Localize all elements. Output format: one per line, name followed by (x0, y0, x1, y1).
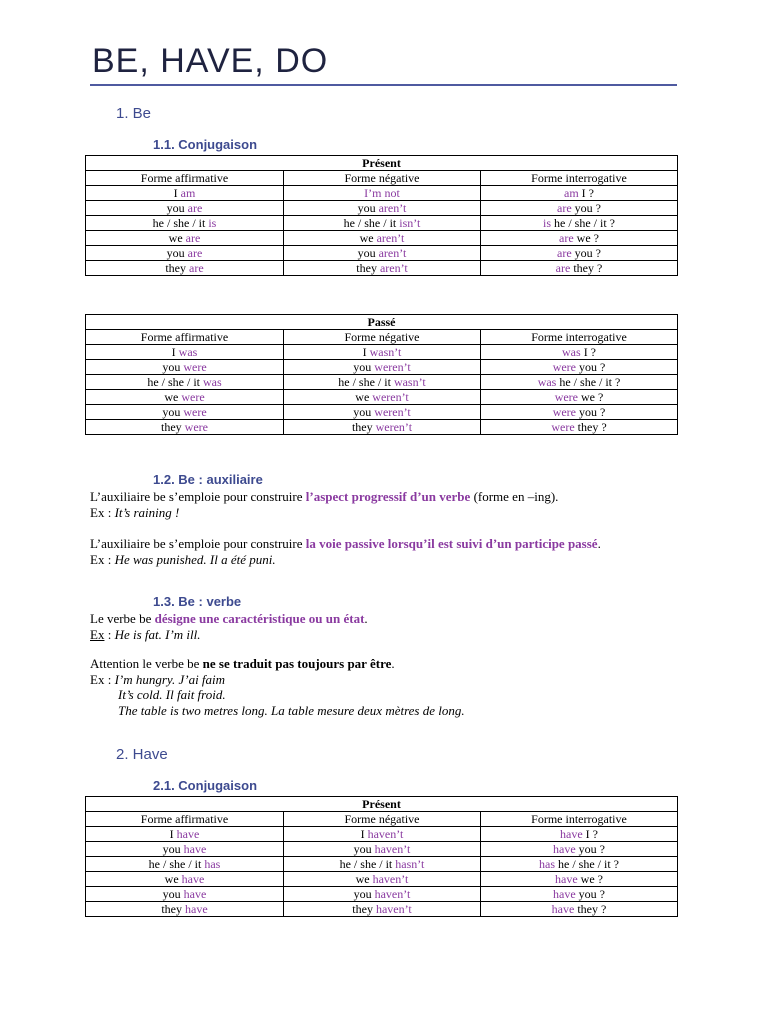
trailing-text: we ? (578, 390, 604, 404)
table-row (86, 390, 678, 405)
table-caption: Présent (86, 156, 678, 171)
subject-text: I (362, 345, 370, 359)
table-row (86, 827, 678, 842)
table-row (86, 261, 678, 276)
table-row (86, 231, 678, 246)
verbe-example-2-line-3: The table is two metres long. La table mesure deux mètres de long. (118, 703, 465, 718)
cell-negative (284, 420, 481, 435)
trailing-text: you ? (576, 405, 606, 419)
subject-text: they (351, 420, 376, 434)
example-label: Ex : (90, 552, 115, 567)
cell-affirmative (86, 231, 284, 246)
column-header-interrogative: Forme interrogative (481, 171, 678, 186)
trailing-text: he / she / it ? (555, 857, 619, 871)
column-header-negative: Forme négative (284, 171, 481, 186)
subject-text: I (360, 827, 368, 841)
verb-form: have (181, 872, 205, 886)
subject-text: they (161, 902, 185, 916)
verb-form: are (189, 261, 204, 275)
auxiliaire-example-2 (90, 552, 276, 568)
table-header-row (86, 812, 678, 827)
cell-negative (284, 902, 481, 917)
verb-form: aren’t (378, 201, 407, 215)
cell-negative (284, 827, 481, 842)
table-caption-row (86, 156, 678, 171)
cell-negative (284, 857, 481, 872)
section-heading-be: 1. Be (116, 105, 152, 122)
cell-negative (284, 360, 481, 375)
cell-affirmative (86, 216, 284, 231)
verbe-paragraph-2 (90, 656, 395, 672)
table-header-row (86, 330, 678, 345)
verbe-p1-highlight: désigne une caractéristique ou un état (154, 611, 365, 626)
column-header-interrogative: Forme interrogative (481, 812, 678, 827)
subject-text: they (356, 261, 380, 275)
cell-interrogative (481, 405, 678, 420)
verb-form: have (551, 902, 575, 916)
subject-text: we (164, 872, 182, 886)
verbe-p1-tail: . (364, 611, 368, 626)
verb-form: was (537, 375, 557, 389)
verb-form: was (562, 345, 581, 359)
verb-form: are (187, 246, 203, 260)
table-row (86, 872, 678, 887)
cell-affirmative (86, 390, 284, 405)
verbe-example-2 (90, 672, 225, 688)
cell-negative (284, 186, 481, 201)
cell-affirmative (86, 887, 284, 902)
example-label: Ex (90, 627, 105, 642)
cell-negative (284, 345, 481, 360)
verb-form: has (539, 857, 555, 871)
table-row (86, 842, 678, 857)
subsection-heading-have-conjugaison: 2.1. Conjugaison (153, 778, 258, 793)
cell-affirmative (86, 186, 284, 201)
auxiliaire-p1-highlight: l’aspect progressif d’un verbe (305, 489, 471, 504)
title-underline (90, 84, 677, 86)
subsection-heading-be-auxiliaire: 1.2. Be : auxiliaire (153, 472, 263, 487)
verb-form: was (203, 375, 222, 389)
verb-form: are (557, 246, 572, 260)
auxiliaire-p2-text: L’auxiliaire be s’emploie pour construire (90, 536, 306, 551)
column-header-negative: Forme négative (284, 330, 481, 345)
trailing-text: you ? (576, 360, 606, 374)
verb-form: were (184, 420, 208, 434)
subject-text: you (162, 842, 184, 856)
verb-form: weren’t (375, 420, 413, 434)
trailing-text: he / she / it ? (556, 375, 621, 389)
verb-form: have (176, 827, 200, 841)
subject-text: you (357, 246, 379, 260)
cell-interrogative (481, 345, 678, 360)
verb-form: are (557, 201, 572, 215)
verb-form: weren’t (372, 390, 409, 404)
cell-affirmative (86, 261, 284, 276)
subject-text: you (166, 201, 188, 215)
subject-text: you (353, 887, 375, 901)
verbe-p1-text: Le verbe be (90, 611, 155, 626)
subject-text: he / she / it (152, 216, 209, 230)
verb-form: haven’t (375, 902, 412, 916)
verb-form: I’m not (364, 186, 400, 200)
verb-form: am (180, 186, 196, 200)
cell-interrogative (481, 420, 678, 435)
cell-interrogative (481, 186, 678, 201)
cell-affirmative (86, 375, 284, 390)
verb-form: are (555, 261, 571, 275)
verbe-p2-tail: . (391, 656, 395, 671)
cell-affirmative (86, 420, 284, 435)
table-row (86, 360, 678, 375)
verb-form: is (543, 216, 552, 230)
trailing-text: you ? (575, 887, 605, 901)
column-header-interrogative: Forme interrogative (481, 330, 678, 345)
verb-form: were (552, 360, 577, 374)
cell-interrogative (481, 857, 678, 872)
trailing-text: we ? (577, 872, 603, 886)
trailing-text: I ? (578, 186, 594, 200)
auxiliaire-p2-tail: . (597, 536, 601, 551)
cell-interrogative (481, 902, 678, 917)
cell-interrogative (481, 216, 678, 231)
verb-form: have (185, 902, 208, 916)
subject-text: you (162, 887, 184, 901)
example-label: Ex : (90, 505, 115, 520)
verb-form: haven’t (367, 827, 404, 841)
table-row (86, 375, 678, 390)
verb-form: were (183, 360, 207, 374)
subject-text: you (353, 405, 375, 419)
table-caption: Passé (86, 315, 678, 330)
verb-form: haven’t (374, 887, 411, 901)
cell-affirmative (86, 857, 284, 872)
cell-negative (284, 405, 481, 420)
cell-negative (284, 375, 481, 390)
example-colon: : (104, 627, 115, 642)
subsection-heading-be-conjugaison: 1.1. Conjugaison (153, 137, 258, 152)
table-be-past (85, 314, 678, 435)
table-row (86, 887, 678, 902)
trailing-text: we ? (573, 231, 599, 245)
table-row (86, 420, 678, 435)
verbe-p2-bold: ne se traduit pas toujours par être (202, 656, 392, 671)
verb-form: hasn’t (395, 857, 425, 871)
verb-form: were (554, 390, 579, 404)
example-text: I’m hungry. J’ai faim (114, 672, 226, 687)
subject-text: we (355, 390, 373, 404)
column-header-negative: Forme négative (284, 812, 481, 827)
auxiliaire-p2-highlight: la voie passive lorsqu’il est suivi d’un participe passé (305, 536, 598, 551)
example-text: He was punished. Il a été puni. (114, 552, 276, 567)
table-caption-row (86, 315, 678, 330)
cell-negative (284, 390, 481, 405)
table-row (86, 186, 678, 201)
subject-text: we (168, 231, 186, 245)
cell-interrogative (481, 375, 678, 390)
auxiliaire-paragraph-1 (90, 489, 558, 505)
verb-form: were (551, 420, 575, 434)
verb-form: have (555, 872, 578, 886)
cell-affirmative (86, 405, 284, 420)
trailing-text: he / she / it ? (551, 216, 615, 230)
verb-form: were (552, 405, 577, 419)
cell-interrogative (481, 360, 678, 375)
cell-negative (284, 231, 481, 246)
cell-interrogative (481, 246, 678, 261)
subject-text: he / she / it (148, 857, 205, 871)
column-header-affirmative: Forme affirmative (86, 812, 284, 827)
subsection-heading-be-verbe: 1.3. Be : verbe (153, 594, 242, 609)
verbe-example-2-line-2: It’s cold. Il fait froid. (118, 687, 226, 702)
verb-form: weren’t (374, 405, 411, 419)
verbe-paragraph-1 (90, 611, 368, 627)
verbe-p2-text: Attention le verbe be (90, 656, 203, 671)
verb-form: haven’t (372, 872, 409, 886)
subject-text: he / she / it (147, 375, 203, 389)
cell-interrogative (481, 842, 678, 857)
verb-form: were (181, 390, 205, 404)
document-title: BE, HAVE, DO (92, 42, 329, 80)
subject-text: I (171, 345, 179, 359)
cell-negative (284, 261, 481, 276)
trailing-text: they ? (574, 902, 607, 916)
verb-form: wasn’t (369, 345, 402, 359)
trailing-text: you ? (571, 201, 601, 215)
verb-form: am (564, 186, 579, 200)
cell-affirmative (86, 872, 284, 887)
subject-text: they (161, 420, 185, 434)
verb-form: have (183, 842, 207, 856)
table-caption-row (86, 797, 678, 812)
subject-text: they (165, 261, 189, 275)
verb-form: is (208, 216, 217, 230)
verb-form: were (183, 405, 207, 419)
section-heading-have: 2. Have (116, 746, 168, 763)
cell-interrogative (481, 872, 678, 887)
trailing-text: you ? (571, 246, 601, 260)
subject-text: you (166, 246, 188, 260)
verb-form: isn’t (399, 216, 421, 230)
table-caption: Présent (86, 797, 678, 812)
table-row (86, 857, 678, 872)
cell-interrogative (481, 201, 678, 216)
cell-negative (284, 872, 481, 887)
verbe-example-1 (90, 627, 201, 643)
auxiliaire-p1-text: L’auxiliaire be s’emploie pour construire (90, 489, 306, 504)
trailing-text: I ? (580, 345, 597, 359)
verb-form: wasn’t (393, 375, 426, 389)
auxiliaire-p1-tail: (forme en –ing). (470, 489, 559, 504)
cell-affirmative (86, 201, 284, 216)
cell-negative (284, 842, 481, 857)
verb-form: has (204, 857, 221, 871)
table-row (86, 345, 678, 360)
verb-form: was (178, 345, 198, 359)
subject-text: I (173, 186, 181, 200)
cell-negative (284, 246, 481, 261)
trailing-text: they ? (574, 420, 607, 434)
cell-interrogative (481, 261, 678, 276)
verb-form: have (553, 887, 576, 901)
table-be-present (85, 155, 678, 276)
verb-form: have (183, 887, 207, 901)
subject-text: he / she / it (339, 857, 396, 871)
table-have-present (85, 796, 678, 917)
subject-text: we (164, 390, 182, 404)
column-header-affirmative: Forme affirmative (86, 330, 284, 345)
table-row (86, 246, 678, 261)
verb-form: aren’t (378, 246, 407, 260)
table-row (86, 216, 678, 231)
verb-form: have (560, 827, 583, 841)
cell-affirmative (86, 345, 284, 360)
subject-text: you (353, 360, 375, 374)
verb-form: aren’t (376, 231, 405, 245)
cell-negative (284, 201, 481, 216)
subject-text: he / she / it (343, 216, 400, 230)
subject-text: you (357, 201, 379, 215)
example-label: Ex : (90, 672, 115, 687)
subject-text: you (162, 405, 184, 419)
verb-form: aren’t (379, 261, 408, 275)
column-header-affirmative: Forme affirmative (86, 171, 284, 186)
trailing-text: you ? (575, 842, 605, 856)
cell-affirmative (86, 827, 284, 842)
cell-interrogative (481, 231, 678, 246)
trailing-text: I ? (582, 827, 598, 841)
cell-negative (284, 216, 481, 231)
verb-form: haven’t (374, 842, 411, 856)
cell-affirmative (86, 842, 284, 857)
table-header-row (86, 171, 678, 186)
subject-text: we (359, 231, 377, 245)
auxiliaire-example-1 (90, 505, 179, 521)
subject-text: you (353, 842, 375, 856)
verb-form: are (559, 231, 574, 245)
example-text: It’s raining ! (114, 505, 180, 520)
subject-text: we (355, 872, 373, 886)
cell-affirmative (86, 360, 284, 375)
trailing-text: they ? (570, 261, 603, 275)
table-row (86, 405, 678, 420)
cell-affirmative (86, 902, 284, 917)
verb-form: are (187, 201, 203, 215)
example-text: He is fat. I’m ill. (114, 627, 201, 642)
verb-form: have (553, 842, 576, 856)
cell-negative (284, 887, 481, 902)
verb-form: weren’t (374, 360, 411, 374)
cell-affirmative (86, 246, 284, 261)
cell-interrogative (481, 887, 678, 902)
verb-form: are (185, 231, 201, 245)
subject-text: he / she / it (338, 375, 394, 389)
table-row (86, 902, 678, 917)
cell-interrogative (481, 390, 678, 405)
auxiliaire-paragraph-2 (90, 536, 601, 552)
table-row (86, 201, 678, 216)
subject-text: I (169, 827, 177, 841)
subject-text: they (352, 902, 376, 916)
cell-interrogative (481, 827, 678, 842)
subject-text: you (162, 360, 184, 374)
